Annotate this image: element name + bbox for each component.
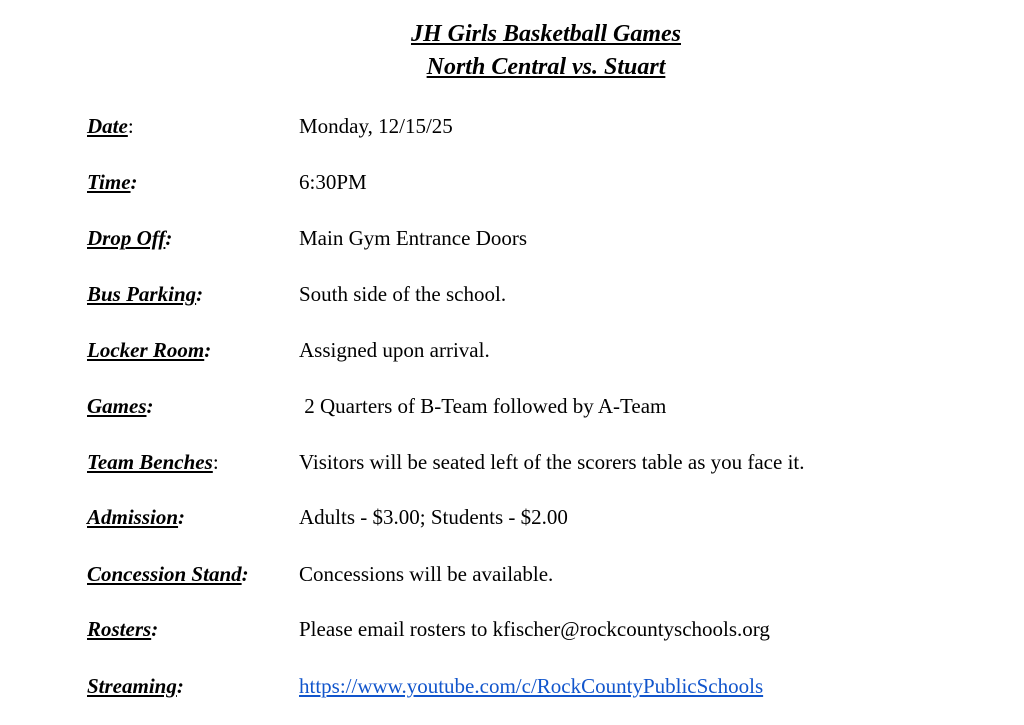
row-bus-parking [87, 279, 987, 309]
drop-off-label: Drop Off: [87, 226, 173, 250]
concession-stand-value: Concessions will be available. [299, 562, 554, 586]
games-value: 2 Quarters of B-Team followed by A-Team [299, 394, 667, 418]
team-benches-value: Visitors will be seated left of the scorers table as you face it. [299, 450, 805, 474]
row-admission [87, 502, 987, 532]
row-streaming [87, 671, 987, 701]
row-drop-off [87, 223, 987, 253]
date-value: Monday, 12/15/25 [299, 114, 453, 138]
drop-off-value: Main Gym Entrance Doors [299, 226, 528, 250]
row-time [87, 167, 987, 197]
title-line-1: JH Girls Basketball Games [410, 21, 681, 47]
streaming-link[interactable]: https://www.youtube.com/c/RockCountyPublicSchools [299, 674, 764, 698]
bus-parking-label: Bus Parking: [87, 282, 204, 306]
date-label: Date: [87, 114, 134, 138]
time-value: 6:30PM [299, 170, 367, 194]
streaming-label: Streaming: [87, 674, 184, 698]
title-line-2: North Central vs. Stuart [426, 54, 666, 80]
row-locker-room [87, 335, 987, 365]
team-benches-label: Team Benches: [87, 450, 219, 474]
rosters-value: Please email rosters to kfischer@rockcountyschools.org [299, 617, 770, 641]
admission-value: Adults - $3.00; Students - $2.00 [299, 505, 568, 529]
admission-label: Admission: [87, 505, 186, 529]
bus-parking-value: South side of the school. [299, 282, 507, 306]
row-concession-stand [87, 559, 987, 589]
games-label: Games: [87, 394, 154, 418]
row-date [87, 111, 987, 141]
row-rosters [87, 614, 987, 644]
rosters-label: Rosters: [87, 617, 159, 641]
locker-room-value: Assigned upon arrival. [299, 338, 490, 362]
concession-stand-label: Concession Stand: [87, 562, 249, 586]
document-title [0, 18, 1024, 84]
locker-room-label: Locker Room: [87, 338, 212, 362]
time-label: Time: [87, 170, 138, 194]
row-team-benches [87, 447, 987, 477]
row-games [87, 391, 987, 421]
